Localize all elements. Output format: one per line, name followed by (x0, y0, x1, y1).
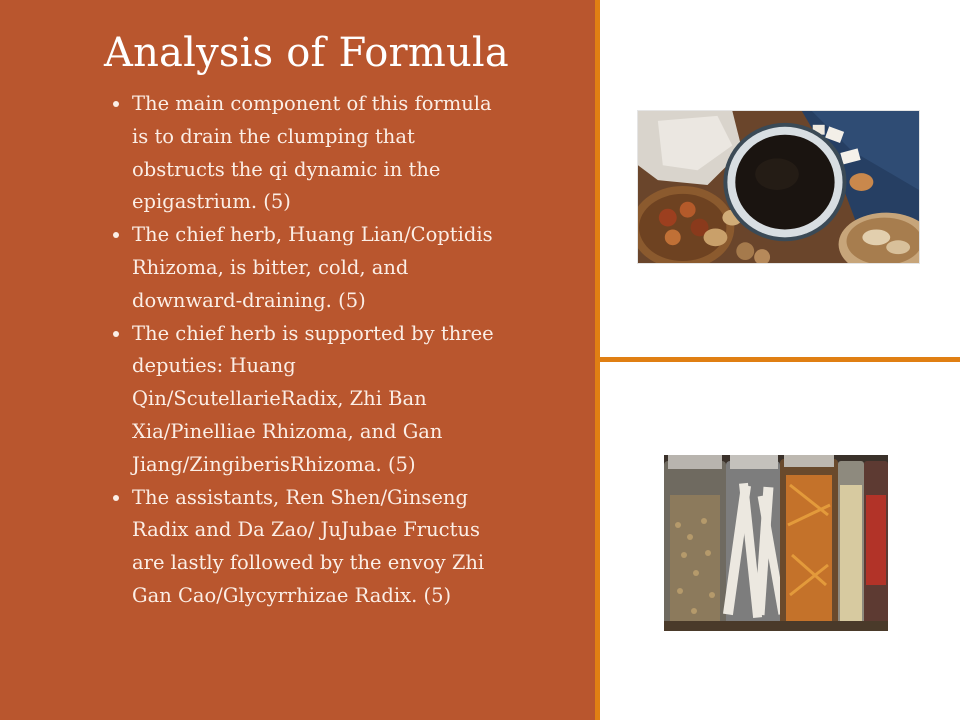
bullet-dot-icon (113, 101, 119, 107)
bullet-text: The chief herb, Huang Lian/Coptidis Rhizoma, is bitter, cold, and downward-draining. (5) (132, 223, 493, 312)
bullet-dot-icon (113, 495, 119, 501)
bullet-dot-icon (113, 232, 119, 238)
bullet-item (110, 219, 510, 317)
bullet-item (110, 88, 510, 219)
herb-jars-photo (664, 455, 888, 631)
horizontal-divider (600, 357, 960, 362)
bullet-dot-icon (113, 331, 119, 337)
bullet-item (110, 318, 510, 482)
bullet-text: The assistants, Ren Shen/Ginseng Radix and Da Zao/ JuJubae Fructus are lastly followed by the envoy Zhi Gan Cao/Glycyrrhizae Radix. (5) (132, 485, 485, 607)
herb-jars-illustration (664, 455, 888, 631)
herbal-tea-illustration (638, 111, 919, 263)
bullet-list (110, 88, 510, 613)
bullet-text: The main component of this formula is to drain the clumping that obstructs the qi dynamic in the epigastrium. (5) (132, 92, 492, 214)
herbal-tea-photo (637, 110, 920, 264)
slide-title: Analysis of Formula (104, 30, 509, 76)
bullet-text: The chief herb is supported by three deputies: Huang Qin/ScutellarieRadix, Zhi Ban Xia/Pinelliae Rhizoma, and Gan Jiang/ZingiberisRhizoma. (5) (132, 321, 494, 476)
bullet-item (110, 482, 510, 613)
